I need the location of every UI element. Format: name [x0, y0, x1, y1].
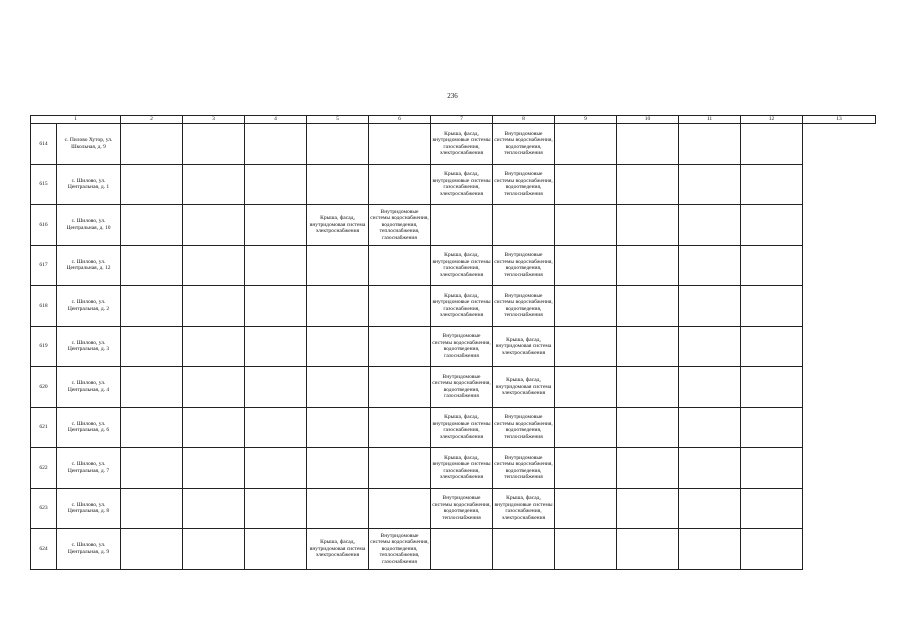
- empty-cell: [245, 245, 307, 286]
- work-type-cell-6: [307, 326, 369, 367]
- empty-cell: [183, 286, 245, 327]
- work-type-cell-9: Внутридомовые системы водоснабжения, водоотведения, теплоснабжения: [493, 407, 555, 448]
- table-row: [31, 529, 876, 570]
- row-number-cell: 615: [31, 164, 57, 205]
- table-row: [31, 205, 876, 246]
- empty-cell: [121, 124, 183, 165]
- work-type-cell-9: Крыша, фасад, внутридомовая система электроснабжения: [493, 326, 555, 367]
- empty-cell: [183, 124, 245, 165]
- empty-cell: [617, 448, 679, 489]
- empty-cell: [183, 245, 245, 286]
- work-type-cell-8: [431, 205, 493, 246]
- work-type-cell-9: Внутридомовые системы водоснабжения, водоотведения, теплоснабжения: [493, 448, 555, 489]
- work-type-cell-7: [369, 407, 431, 448]
- empty-cell: [617, 529, 679, 570]
- empty-cell: [741, 286, 803, 327]
- empty-cell: [555, 124, 617, 165]
- row-number-cell: 614: [31, 124, 57, 165]
- table-row: [31, 407, 876, 448]
- work-type-cell-6: [307, 124, 369, 165]
- empty-cell: [183, 326, 245, 367]
- empty-cell: [183, 529, 245, 570]
- work-type-cell-6: [307, 367, 369, 408]
- empty-cell: [555, 367, 617, 408]
- table-row: [31, 448, 876, 489]
- empty-cell: [679, 164, 741, 205]
- work-type-cell-7: [369, 488, 431, 529]
- row-number-cell: 622: [31, 448, 57, 489]
- empty-cell: [555, 529, 617, 570]
- work-type-cell-7: Внутридомовые системы водоснабжения, водоотведения, теплоснабжения, газоснабжения: [369, 205, 431, 246]
- empty-cell: [183, 488, 245, 529]
- address-cell: с. Шилово, ул. Центральная, д. 4: [57, 367, 121, 408]
- header-cell: 3: [183, 116, 245, 124]
- work-type-cell-8: [431, 529, 493, 570]
- empty-cell: [121, 245, 183, 286]
- work-type-cell-7: [369, 367, 431, 408]
- address-cell: с. Пилово Хутор, ул. Школьная, д. 9: [57, 124, 121, 165]
- work-type-cell-9: Крыша, фасад, внутридомовые системы газоснабжения, электроснабжения: [493, 488, 555, 529]
- empty-cell: [555, 205, 617, 246]
- empty-cell: [245, 488, 307, 529]
- table-row: [31, 488, 876, 529]
- header-cell: 6: [369, 116, 431, 124]
- empty-cell: [121, 448, 183, 489]
- empty-cell: [741, 367, 803, 408]
- row-number-cell: 621: [31, 407, 57, 448]
- row-number-cell: 617: [31, 245, 57, 286]
- empty-cell: [617, 164, 679, 205]
- empty-cell: [679, 326, 741, 367]
- row-number-cell: 619: [31, 326, 57, 367]
- header-cell: 4: [245, 116, 307, 124]
- table-row: [31, 164, 876, 205]
- header-cell: 1: [31, 116, 121, 124]
- empty-cell: [121, 367, 183, 408]
- header-cell: 7: [431, 116, 493, 124]
- empty-cell: [617, 326, 679, 367]
- empty-cell: [555, 448, 617, 489]
- work-type-cell-8: Крыша, фасад, внутридомовые системы газоснабжения, электроснабжения: [431, 448, 493, 489]
- row-number-cell: 618: [31, 286, 57, 327]
- empty-cell: [679, 367, 741, 408]
- header-cell: 9: [555, 116, 617, 124]
- work-type-cell-7: [369, 124, 431, 165]
- empty-cell: [555, 245, 617, 286]
- work-type-cell-8: Внутридомовые системы водоснабжения, водоотведения, теплоснабжения: [431, 488, 493, 529]
- work-type-cell-6: [307, 488, 369, 529]
- work-type-cell-9: Внутридомовые системы водоснабжения, водоотведения, теплоснабжения: [493, 124, 555, 165]
- empty-cell: [183, 205, 245, 246]
- empty-cell: [183, 164, 245, 205]
- empty-cell: [183, 448, 245, 489]
- header-cell: 12: [741, 116, 803, 124]
- work-type-cell-8: Крыша, фасад, внутридомовые системы газоснабжения, электроснабжения: [431, 245, 493, 286]
- header-cell: 5: [307, 116, 369, 124]
- empty-cell: [245, 124, 307, 165]
- work-type-cell-7: [369, 448, 431, 489]
- empty-cell: [741, 529, 803, 570]
- empty-cell: [121, 164, 183, 205]
- empty-cell: [245, 205, 307, 246]
- work-type-cell-8: Крыша, фасад, внутридомовые системы газоснабжения, электроснабжения: [431, 407, 493, 448]
- empty-cell: [617, 245, 679, 286]
- address-cell: с. Шилово, ул. Центральная, д. 8: [57, 488, 121, 529]
- table-row: [31, 286, 876, 327]
- empty-cell: [183, 367, 245, 408]
- repair-schedule-table: [30, 115, 876, 570]
- work-type-cell-8: Внутридомовые системы водоснабжения, водоотведения, газоснабжения: [431, 367, 493, 408]
- empty-cell: [617, 205, 679, 246]
- empty-cell: [555, 407, 617, 448]
- empty-cell: [121, 286, 183, 327]
- empty-cell: [121, 326, 183, 367]
- header-cell: 2: [121, 116, 183, 124]
- work-type-cell-7: Внутридомовые системы водоснабжения, водоотведения, теплоснабжения, газоснабжения: [369, 529, 431, 570]
- work-type-cell-9: Крыша, фасад, внутридомовая система электроснабжения: [493, 367, 555, 408]
- row-number-cell: 616: [31, 205, 57, 246]
- row-number-cell: 624: [31, 529, 57, 570]
- empty-cell: [679, 124, 741, 165]
- empty-cell: [245, 367, 307, 408]
- work-type-cell-8: Крыша, фасад, внутридомовые системы газоснабжения, электроснабжения: [431, 164, 493, 205]
- empty-cell: [741, 205, 803, 246]
- address-cell: с. Шилово, ул. Центральная, д. 9: [57, 529, 121, 570]
- work-type-cell-9: Внутридомовые системы водоснабжения, водоотведения, теплоснабжения: [493, 164, 555, 205]
- work-type-cell-6: [307, 164, 369, 205]
- empty-cell: [679, 407, 741, 448]
- empty-cell: [617, 407, 679, 448]
- work-type-cell-6: [307, 448, 369, 489]
- address-cell: с. Шилово, ул. Центральная, д. 10: [57, 205, 121, 246]
- empty-cell: [245, 407, 307, 448]
- work-type-cell-6: [307, 286, 369, 327]
- table-row: [31, 124, 876, 165]
- work-type-cell-8: Внутридомовые системы водоснабжения, водоотведения, газоснабжения: [431, 326, 493, 367]
- empty-cell: [121, 407, 183, 448]
- empty-cell: [679, 245, 741, 286]
- empty-cell: [555, 488, 617, 529]
- empty-cell: [679, 448, 741, 489]
- work-type-cell-8: Крыша, фасад, внутридомовые системы газоснабжения, электроснабжения: [431, 124, 493, 165]
- empty-cell: [245, 529, 307, 570]
- empty-cell: [741, 326, 803, 367]
- work-type-cell-7: [369, 245, 431, 286]
- work-type-cell-9: [493, 529, 555, 570]
- empty-cell: [741, 245, 803, 286]
- address-cell: с. Шилово, ул. Центральная, д. 6: [57, 407, 121, 448]
- empty-cell: [617, 124, 679, 165]
- empty-cell: [555, 164, 617, 205]
- address-cell: с. Шилово, ул. Центральная, д. 3: [57, 326, 121, 367]
- row-number-cell: 620: [31, 367, 57, 408]
- empty-cell: [555, 286, 617, 327]
- empty-cell: [679, 529, 741, 570]
- empty-cell: [555, 326, 617, 367]
- empty-cell: [617, 286, 679, 327]
- empty-cell: [121, 529, 183, 570]
- address-cell: с. Шилово, ул. Центральная, д. 2: [57, 286, 121, 327]
- empty-cell: [245, 326, 307, 367]
- work-type-cell-7: [369, 326, 431, 367]
- work-type-cell-8: Крыша, фасад, внутридомовые системы газоснабжения, электроснабжения: [431, 286, 493, 327]
- empty-cell: [679, 488, 741, 529]
- work-type-cell-9: [493, 205, 555, 246]
- address-cell: с. Шилово, ул. Центральная, д. 7: [57, 448, 121, 489]
- empty-cell: [741, 124, 803, 165]
- empty-cell: [245, 286, 307, 327]
- page-number: 236: [447, 92, 458, 100]
- empty-cell: [617, 367, 679, 408]
- empty-cell: [741, 448, 803, 489]
- empty-cell: [121, 205, 183, 246]
- empty-cell: [617, 488, 679, 529]
- header-row: [31, 116, 876, 124]
- work-type-cell-6: Крыша, фасад, внутридомовая система электроснабжения: [307, 205, 369, 246]
- table-row: [31, 326, 876, 367]
- row-number-cell: 623: [31, 488, 57, 529]
- empty-cell: [741, 164, 803, 205]
- work-type-cell-6: [307, 407, 369, 448]
- work-type-cell-6: Крыша, фасад, внутридомовая система электроснабжения: [307, 529, 369, 570]
- empty-cell: [245, 448, 307, 489]
- empty-cell: [245, 164, 307, 205]
- work-type-cell-7: [369, 164, 431, 205]
- table-row: [31, 367, 876, 408]
- header-cell: 8: [493, 116, 555, 124]
- empty-cell: [741, 488, 803, 529]
- header-cell: 10: [617, 116, 679, 124]
- address-cell: с. Шилово, ул. Центральная, д. 12: [57, 245, 121, 286]
- work-type-cell-9: Внутридомовые системы водоснабжения, водоотведения, теплоснабжения: [493, 245, 555, 286]
- empty-cell: [183, 407, 245, 448]
- work-type-cell-6: [307, 245, 369, 286]
- header-cell: 11: [679, 116, 741, 124]
- work-type-cell-7: [369, 286, 431, 327]
- address-cell: с. Шилово, ул. Центральная, д. 1: [57, 164, 121, 205]
- empty-cell: [741, 407, 803, 448]
- work-type-cell-9: Внутридомовые системы водоснабжения, водоотведения, теплоснабжения: [493, 286, 555, 327]
- empty-cell: [121, 488, 183, 529]
- table-row: [31, 245, 876, 286]
- empty-cell: [679, 205, 741, 246]
- header-cell: 13: [803, 116, 876, 124]
- empty-cell: [679, 286, 741, 327]
